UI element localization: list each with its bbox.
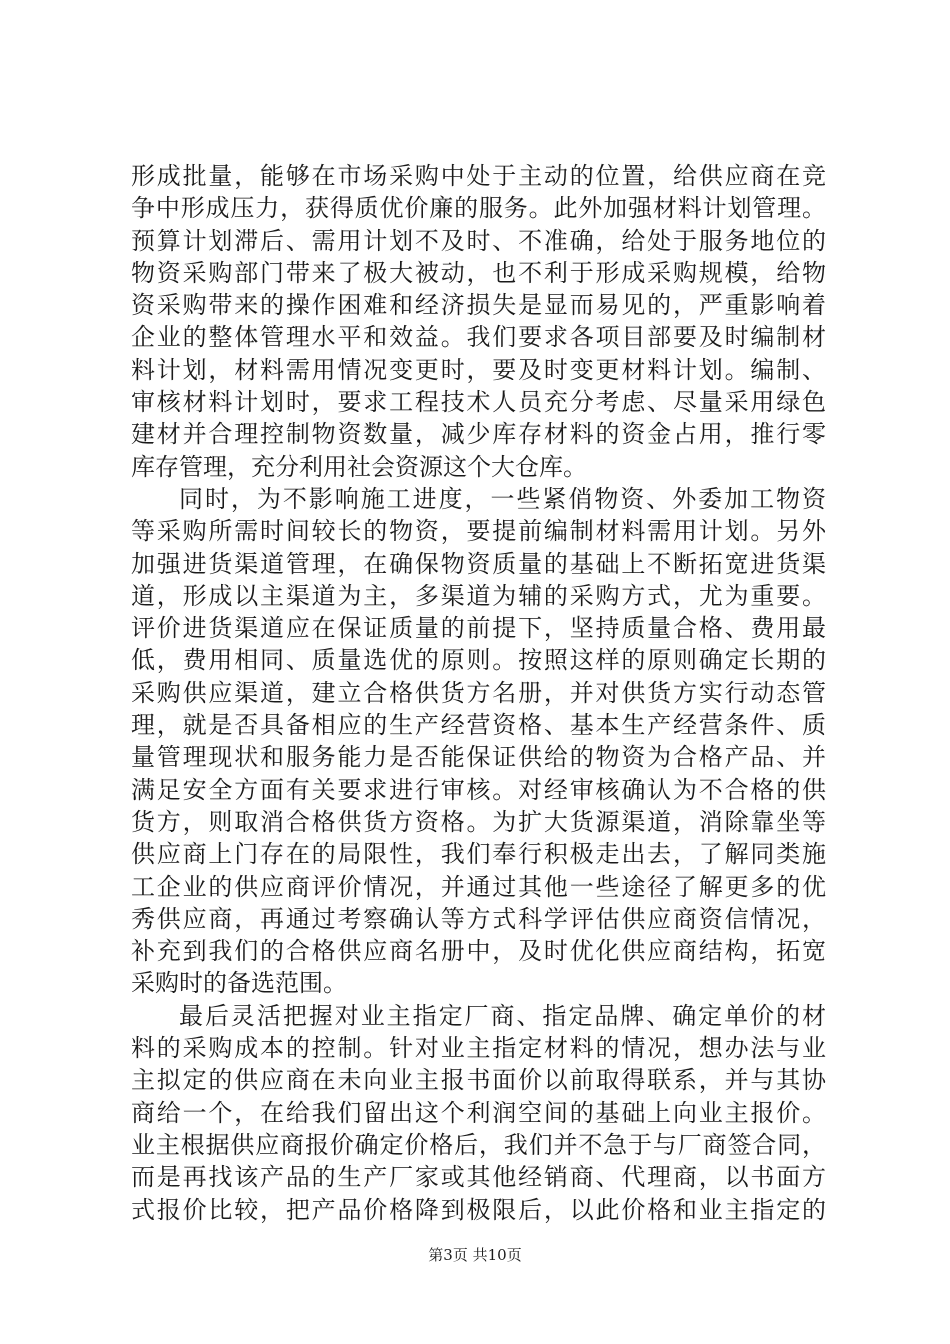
text-line: 供应商上门存在的局限性，我们奉行积极走出去，了解同类施 bbox=[131, 840, 826, 869]
text-line: 采购供应渠道，建立合格供货方名册，并对供货方实行动态管 bbox=[131, 678, 826, 707]
text-line-paragraph-end: 库存管理，充分利用社会资源这个大仓库。 bbox=[131, 452, 587, 481]
text-line: 评价进货渠道应在保证质量的前提下，坚持质量合格、费用最 bbox=[131, 614, 826, 643]
text-line: 商给一个，在给我们留出这个利润空间的基础上向业主报价。 bbox=[131, 1098, 826, 1127]
paragraph-start-line: 最后灵活把握对业主指定厂商、指定品牌、确定单价的材 bbox=[179, 1001, 826, 1030]
text-line: 低，费用相同、质量选优的原则。按照这样的原则确定长期的 bbox=[131, 646, 826, 675]
text-line: 式报价比较，把产品价格降到极限后，以此价格和业主指定的 bbox=[131, 1195, 826, 1224]
text-line: 争中形成压力，获得质优价廉的服务。此外加强材料计划管理。 bbox=[131, 194, 826, 223]
text-line: 理，就是否具备相应的生产经营资格、基本生产经营条件、质 bbox=[131, 711, 826, 740]
text-line: 业主根据供应商报价确定价格后，我们并不急于与厂商签合同， bbox=[131, 1130, 826, 1159]
text-line-paragraph-end: 采购时的备选范围。 bbox=[131, 969, 347, 998]
paragraph-start-line: 同时，为不影响施工进度，一些紧俏物资、外委加工物资 bbox=[179, 484, 826, 513]
text-line: 审核材料计划时，要求工程技术人员充分考虑、尽量采用绿色 bbox=[131, 388, 826, 417]
text-line: 料计划，材料需用情况变更时，要及时变更材料计划。编制、 bbox=[131, 355, 826, 384]
body-text bbox=[131, 160, 826, 1226]
text-line: 形成批量，能够在市场采购中处于主动的位置，给供应商在竞 bbox=[131, 162, 826, 190]
text-line: 工企业的供应商评价情况，并通过其他一些途径了解更多的优 bbox=[131, 872, 826, 901]
text-line: 满足安全方面有关要求进行审核。对经审核确认为不合格的供 bbox=[131, 775, 826, 804]
text-line: 量管理现状和服务能力是否能保证供给的物资为合格产品、并 bbox=[131, 743, 826, 772]
text-line: 补充到我们的合格供应商名册中，及时优化供应商结构，拓宽 bbox=[131, 937, 826, 966]
text-line: 预算计划滞后、需用计划不及时、不准确，给处于服务地位的 bbox=[131, 226, 826, 255]
text-line: 企业的整体管理水平和效益。我们要求各项目部要及时编制材 bbox=[131, 323, 826, 352]
text-line: 而是再找该产品的生产厂家或其他经销商、代理商，以书面方 bbox=[131, 1163, 826, 1192]
text-line: 物资采购部门带来了极大被动，也不利于形成采购规模，给物 bbox=[131, 258, 826, 287]
text-line: 等采购所需时间较长的物资，要提前编制材料需用计划。另外 bbox=[131, 517, 826, 546]
text-line: 道，形成以主渠道为主，多渠道为辅的采购方式，尤为重要。 bbox=[131, 581, 826, 610]
text-line: 资采购带来的操作困难和经济损失是显而易见的，严重影响着 bbox=[131, 291, 826, 320]
page-number-footer: 第3页 共10页 bbox=[428, 1246, 522, 1264]
text-line: 秀供应商，再通过考察确认等方式科学评估供应商资信情况， bbox=[131, 904, 826, 933]
text-line: 料的采购成本的控制。针对业主指定材料的情况，想办法与业 bbox=[131, 1034, 826, 1063]
text-line: 加强进货渠道管理，在确保物资质量的基础上不断拓宽进货渠 bbox=[131, 549, 826, 578]
text-line: 主拟定的供应商在未向业主报书面价以前取得联系，并与其协 bbox=[131, 1066, 826, 1095]
text-line: 货方，则取消合格供货方资格。为扩大货源渠道，消除靠坐等 bbox=[131, 807, 826, 836]
text-line: 建材并合理控制物资数量，减少库存材料的资金占用，推行零 bbox=[131, 420, 826, 449]
